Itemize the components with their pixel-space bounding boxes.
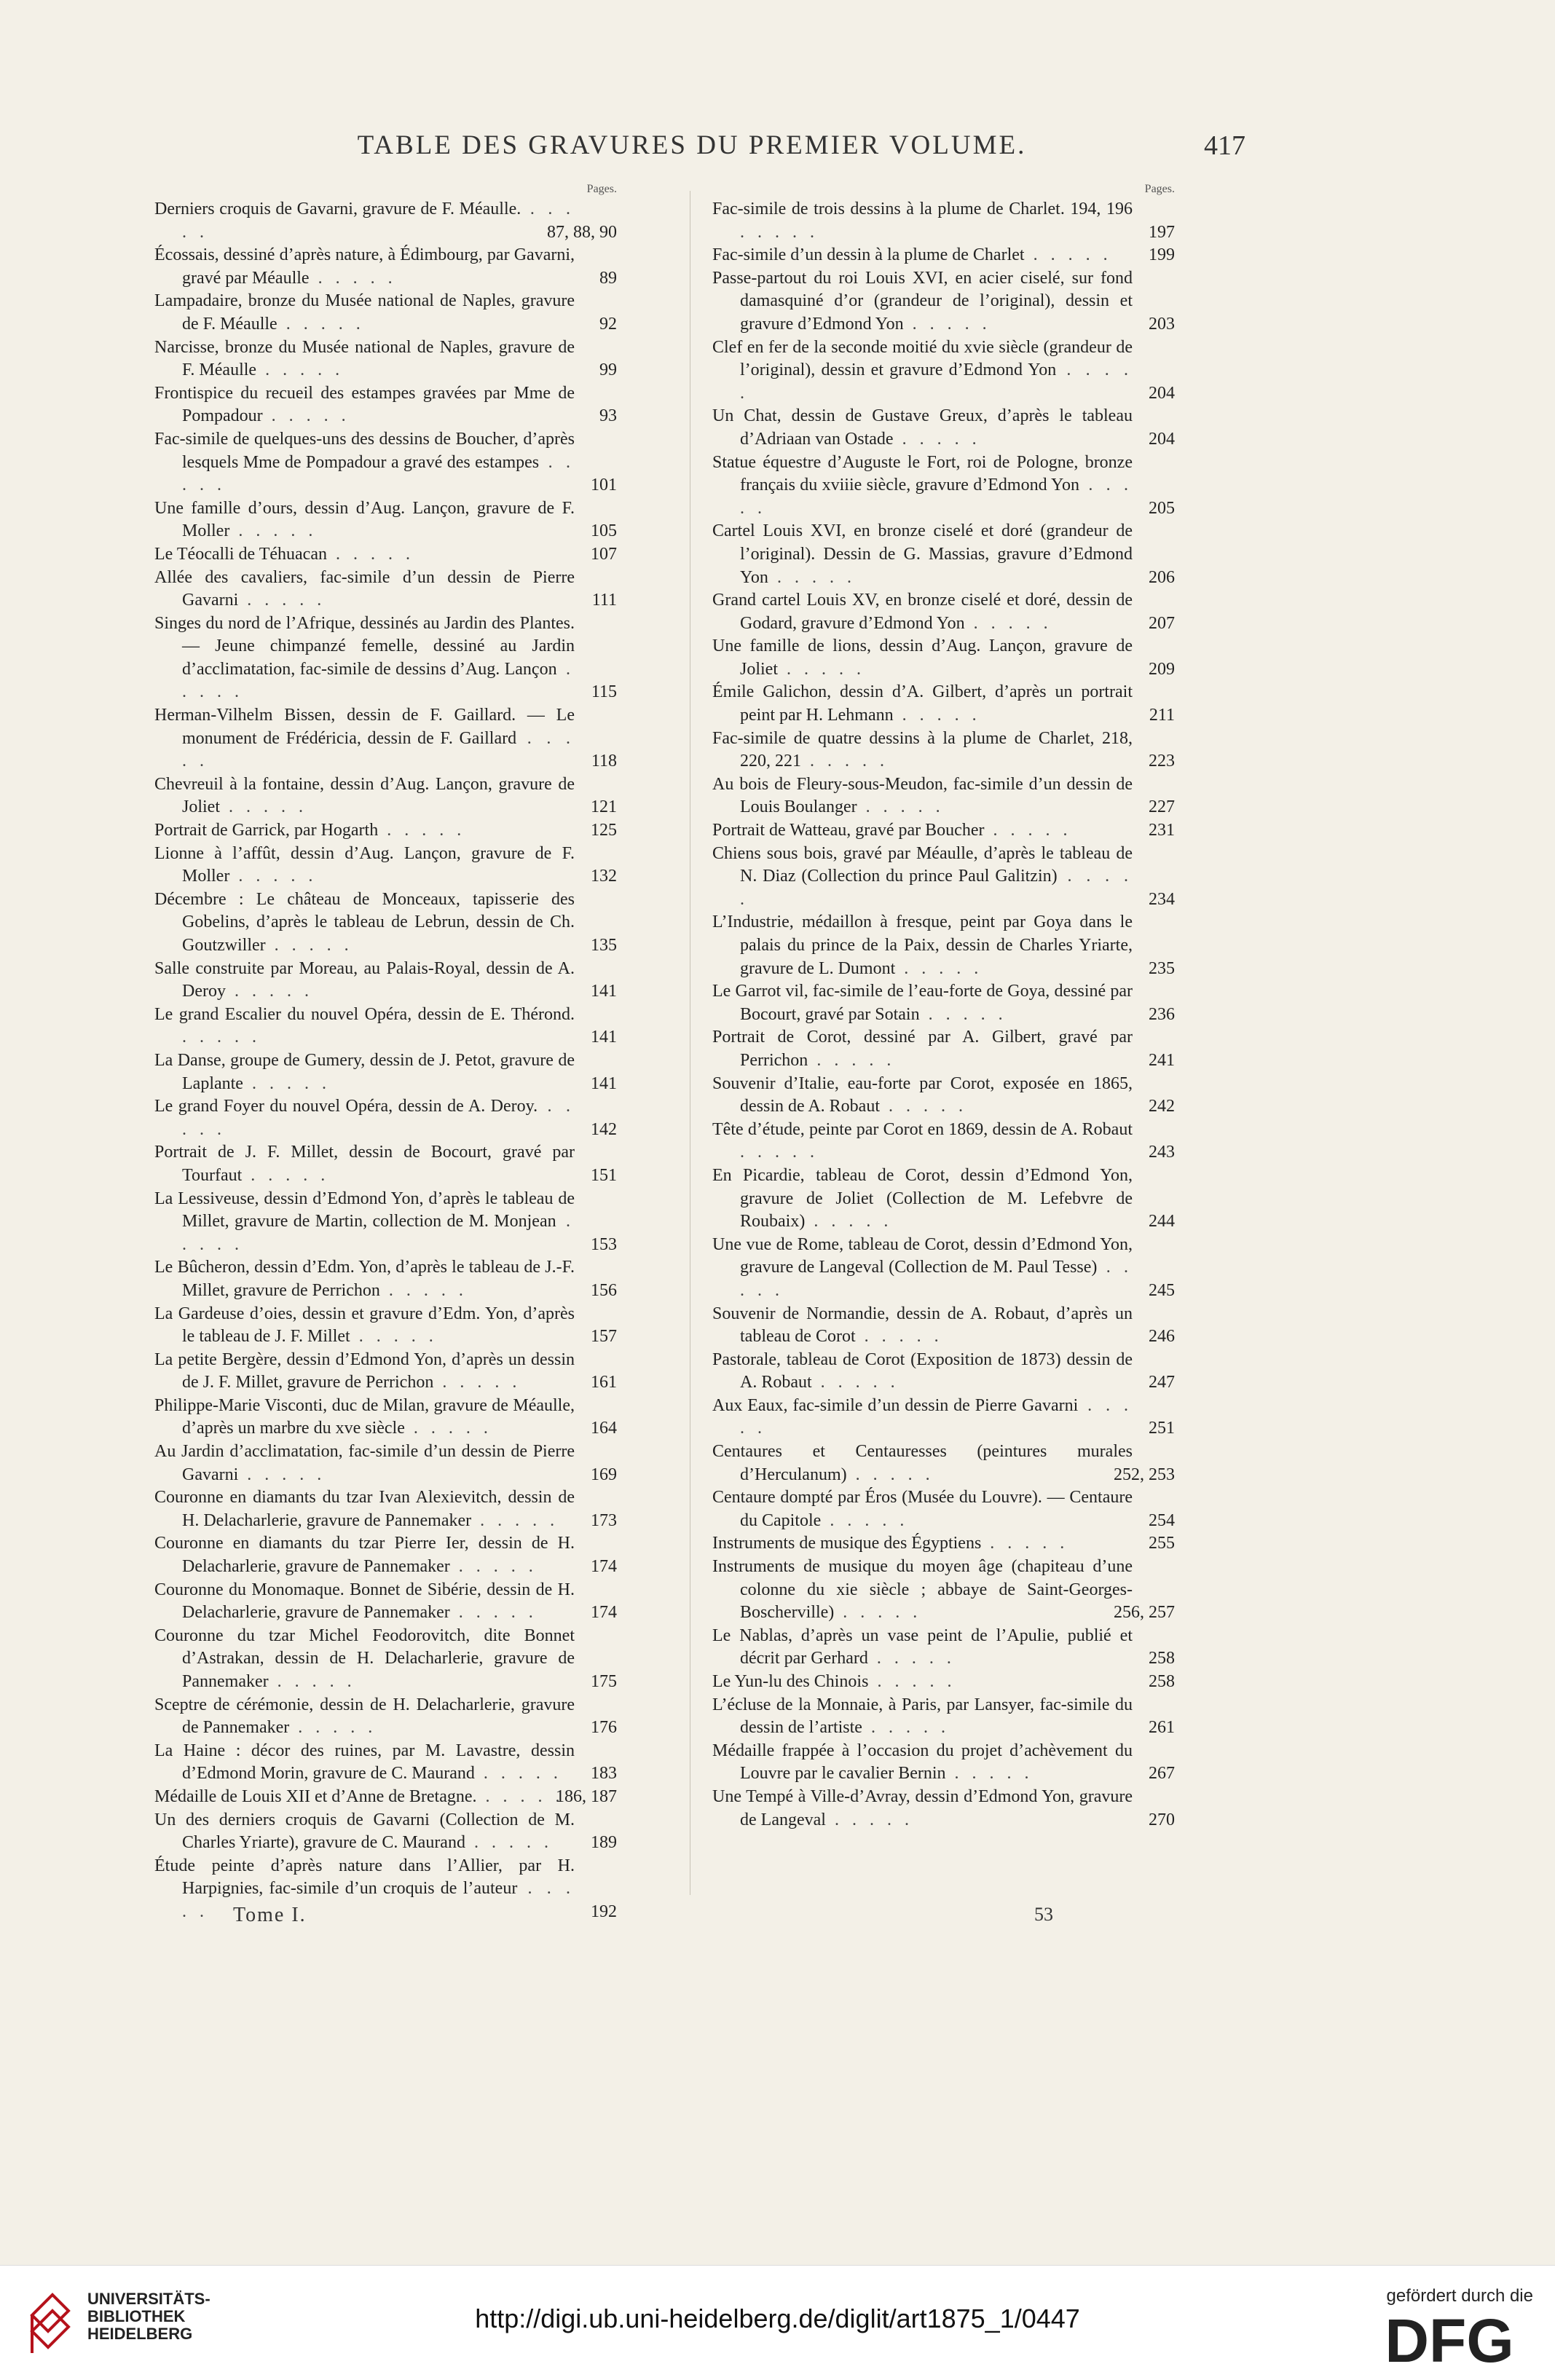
entry-title: Portrait de Garrick, par Hogarth (154, 821, 379, 840)
entry-page: 205 (1149, 498, 1175, 518)
toc-entry (154, 704, 617, 773)
toc-entry (154, 1809, 617, 1855)
toc-entry (712, 452, 1175, 521)
entry-page: 99 (599, 360, 617, 380)
toc-entry (154, 1141, 617, 1187)
leader-dots: . . . . . (350, 1327, 438, 1347)
entry-page: 175 (591, 1672, 617, 1691)
leader-dots: . . . . . (895, 958, 983, 978)
entry-title: Fac-simile de trois dessins à la plume de Charlet. 194, 196 (712, 200, 1133, 218)
entry-page: 209 (1149, 659, 1175, 679)
entry-page: 101 (591, 476, 617, 495)
entry-title: Une Tempé à Ville-d’Avray, dessin d’Edmond Yon, gravure de Langeval (712, 1786, 1133, 1829)
toc-entry (712, 980, 1175, 1026)
toc-entry (712, 635, 1175, 681)
entry-title: Médaille de Louis XII et d’Anne de Bretagne. (154, 1786, 477, 1806)
entry-title: Sceptre de cérémonie, dessin de H. Delacharlerie, gravure de Pannemaker (154, 1695, 575, 1738)
entry-title: Lampadaire, bronze du Musée national de Naples, gravure de F. Méaulle (154, 291, 575, 334)
entry-page: 176 (591, 1718, 617, 1738)
toc-entry (712, 1073, 1175, 1119)
entry-title: L’écluse de la Monnaie, à Paris, par Lansyer, fac-simile du dessin de l’artiste (712, 1695, 1133, 1738)
leader-dots: . . . . . (867, 1649, 956, 1668)
toc-entry (712, 1740, 1175, 1786)
entry-page: 267 (1149, 1764, 1175, 1784)
entry-page: 247 (1149, 1373, 1175, 1392)
toc-entry (712, 1395, 1175, 1441)
toc-entry (712, 244, 1175, 267)
leader-dots: . . . . . (243, 1073, 331, 1093)
toc-entry (154, 1740, 617, 1786)
entry-page: 141 (591, 1028, 617, 1047)
toc-entry (712, 1441, 1175, 1486)
toc-entry (712, 1234, 1175, 1303)
leader-dots: . . . . . (880, 1097, 967, 1116)
entry-title: La Haine : décor des ruines, par M. Lavastre, dessin d’Edmond Morin, gravure de C. Maurand (154, 1741, 575, 1784)
entry-page: 243 (1149, 1143, 1175, 1162)
entry-page: 270 (1149, 1810, 1175, 1829)
entry-page: 244 (1149, 1212, 1175, 1232)
entry-page: 174 (591, 1603, 617, 1623)
signature-mark: 53 (1034, 1904, 1053, 1925)
toc-entry (154, 1486, 617, 1532)
leader-dots: . . . . . (238, 1465, 326, 1484)
entry-page: 135 (591, 936, 617, 955)
entry-page: 204 (1149, 383, 1175, 403)
leader-dots: . . . . . (182, 1879, 575, 1921)
toc-entry (712, 1786, 1175, 1832)
toc-entry (712, 1532, 1175, 1556)
entry-title: Une vue de Rome, tableau de Corot, dessin d’Edmond Yon, gravure de Langeval (Collection de M. Paul Tesse) (712, 1234, 1133, 1277)
toc-entry (154, 1786, 617, 1809)
toc-entry (154, 1349, 617, 1395)
entry-title: Aux Eaux, fac-simile d’un dessin de Pierre Gavarni (712, 1395, 1079, 1415)
leader-dots: . . . . . (893, 706, 981, 725)
entry-title: Instruments de musique du moyen âge (chapiteau d’une colonne du xie siècle ; abbaye de Saint-Georges-Boscherville) (712, 1557, 1133, 1623)
toc-entry (154, 428, 617, 497)
leader-dots: . . . . . (238, 591, 326, 610)
leader-dots: . . . . . (378, 821, 466, 840)
entry-title: Décembre : Le château de Monceaux, tapisserie des Gobelins, d’après le tableau de Lebrun, dessin de Ch. Goutzwiller (154, 889, 575, 955)
toc-entry (712, 819, 1175, 843)
toc-entry (154, 198, 617, 244)
toc-entry (154, 543, 617, 567)
toc-entry (712, 405, 1175, 451)
entry-title: Grand cartel Louis XV, en bronze ciselé et doré, dessin de Godard, gravure d’Edmond Yon (712, 591, 1133, 633)
funded-by-label: gefördert durch die (1386, 2286, 1533, 2306)
entry-page: 174 (591, 1557, 617, 1577)
entry-page: 203 (1149, 314, 1175, 334)
toc-entry (712, 520, 1175, 589)
entry-title: Souvenir d’Italie, eau-forte par Corot, exposée en 1865, dessin de A. Robaut (712, 1073, 1133, 1116)
entry-page: 92 (599, 314, 617, 334)
toc-entry (712, 1486, 1175, 1532)
toc-entry (712, 1694, 1175, 1740)
entry-page: 231 (1149, 821, 1175, 840)
leader-dots: . . . . . (740, 867, 1133, 909)
entry-page: 258 (1149, 1649, 1175, 1668)
toc-entry (154, 1532, 617, 1578)
toc-entry (712, 843, 1175, 912)
toc-entry (154, 1188, 617, 1257)
leader-dots: . . . . . (801, 752, 889, 771)
entry-page: 234 (1149, 889, 1175, 909)
entry-page: 256, 257 (1114, 1603, 1175, 1623)
leader-dots: . . . . . (919, 1004, 1007, 1024)
leader-dots: . . . . . (740, 476, 1133, 518)
entry-title: Couronne en diamants du tzar Ivan Alexievitch, dessin de H. Delacharlerie, gravure de Pannemaker (154, 1488, 575, 1530)
entry-title: Portrait de Corot, dessiné par A. Gilbert, gravé par Perrichon (712, 1028, 1133, 1070)
entry-page: 156 (591, 1280, 617, 1300)
leader-dots: . . . . . (834, 1603, 922, 1623)
entry-page: 121 (591, 797, 617, 817)
toc-entry (712, 589, 1175, 635)
leader-dots: . . . . . (229, 867, 318, 886)
toc-entry (154, 336, 617, 382)
entry-title: La Danse, groupe de Gumery, dessin de J. Petot, gravure de Laplante (154, 1050, 575, 1093)
institution-line: UNIVERSITÄTS- (87, 2290, 210, 2308)
entry-title: Une famille d’ours, dessin d’Aug. Lançon, gravure de F. Moller (154, 498, 575, 541)
entry-title: Le Téocalli de Téhuacan (154, 544, 327, 564)
toc-entry (154, 773, 617, 819)
toc-entry (154, 1855, 617, 1924)
entry-page: 115 (591, 682, 617, 702)
entry-page: 241 (1149, 1050, 1175, 1070)
entry-title: Médaille frappée à l’occasion du projet d’achèvement du Louvre par le cavalier Bernin (712, 1741, 1133, 1784)
entry-list (154, 198, 617, 1924)
entry-title: Fac-simile d’un dessin à la plume de Charlet (712, 245, 1025, 265)
entry-page: 89 (599, 268, 617, 288)
toc-entry (154, 567, 617, 612)
entry-title: Fac-simile de quatre dessins à la plume de Charlet, 218, 220, 221 (712, 728, 1133, 771)
entry-page: 255 (1149, 1534, 1175, 1553)
entry-title: Le Nablas, d’après un vase peint de l’Apulie, publié et décrit par Gerhard (712, 1626, 1133, 1668)
entry-title: Lionne à l’affût, dessin d’Aug. Lançon, gravure de F. Moller (154, 843, 575, 886)
entry-title: Un des derniers croquis de Gavarni (Collection de M. Charles Yriarte), gravure de C. Maurand (154, 1810, 575, 1853)
entry-page: 254 (1149, 1510, 1175, 1530)
leader-dots: . . . . . (182, 728, 575, 771)
entry-title: Portrait de J. F. Millet, dessin de Bocourt, gravé par Tourfaut (154, 1143, 575, 1185)
entry-title: Chevreuil à la fontaine, dessin d’Aug. Lançon, gravure de Joliet (154, 774, 575, 817)
toc-entry (154, 819, 617, 843)
leader-dots: . . . . . (740, 1258, 1133, 1300)
leader-dots: . . . . . (404, 1419, 492, 1438)
leader-dots: . . . . . (1024, 245, 1112, 265)
leader-dots: . . . . . (229, 521, 318, 541)
entry-title: Passe-partout du roi Louis XVI, en acier ciselé, sur fond damasquiné d’or (grandeur de l’original), dessin et gravure d’Edmond Yon (712, 268, 1133, 334)
entry-title: Le Bûcheron, dessin d’Edm. Yon, d’après le tableau de J.-F. Millet, gravure de Perrichon (154, 1258, 575, 1300)
entry-page: 186, 187 (556, 1786, 617, 1806)
entry-title: Au bois de Fleury-sous-Meudon, fac-simile d’un dessin de Louis Boulanger (712, 774, 1133, 817)
leader-dots: . . . . . (825, 1810, 913, 1829)
entry-page: 252, 253 (1114, 1465, 1175, 1484)
entry-title: Couronne du tzar Michel Feodorovitch, dite Bonnet d’Astrakan, dessin de H. Delacharlerie, gravure de Pannemaker (154, 1626, 575, 1691)
entry-page: 105 (591, 521, 617, 541)
leader-dots: . . . . . (379, 1280, 468, 1300)
entry-page: 204 (1149, 429, 1175, 449)
toc-entry (712, 1671, 1175, 1694)
entry-list (712, 198, 1175, 1832)
entry-title: Écossais, dessiné d’après nature, à Édimbourg, par Gavarni, gravé par Méaulle (154, 245, 575, 288)
entry-page: 153 (591, 1234, 617, 1254)
entry-page: 141 (591, 1073, 617, 1093)
leader-dots: . . . . . (821, 1510, 909, 1530)
entry-page: 199 (1149, 245, 1175, 265)
toc-entry (154, 888, 617, 958)
toc-entry (712, 1349, 1175, 1395)
toc-entry (712, 1303, 1175, 1349)
leader-dots: . . . . . (262, 406, 350, 426)
toc-entry (154, 1395, 617, 1441)
leader-dots: . . . . . (855, 1327, 943, 1347)
toc-entry (712, 1625, 1175, 1671)
entry-title: Statue équestre d’Auguste le Fort, roi de Pologne, bronze français du xviiie siècle, gravure d’Edmond Yon (712, 452, 1133, 495)
leader-dots: . . . . . (945, 1764, 1034, 1784)
entry-title: Philippe-Marie Visconti, duc de Milan, gravure de Méaulle, d’après un marbre du xve siècle (154, 1395, 575, 1438)
leader-dots: . . . . . (182, 452, 575, 495)
leader-dots: . . . . . (476, 1786, 564, 1806)
leader-dots: . . . . . (740, 1143, 819, 1162)
entry-title: Un Chat, dessin de Gustave Greux, d’après le tableau d’Adriaan van Ostade (712, 406, 1133, 449)
leader-dots: . . . . . (964, 613, 1052, 633)
entry-page: 132 (591, 867, 617, 886)
entry-page: 93 (599, 406, 617, 426)
toc-entry (712, 728, 1175, 773)
dfg-logo-icon (1366, 2311, 1533, 2368)
entry-title: Le Garrot vil, fac-simile de l’eau-forte de Goya, dessiné par Bocourt, gravé par Sotain (712, 982, 1133, 1024)
entry-title: Allée des cavaliers, fac-simile d’un dessin de Pierre Gavarni (154, 567, 575, 610)
leader-dots: . . . . . (862, 1718, 950, 1738)
entry-page: 211 (1149, 706, 1175, 725)
entry-title: Au Jardin d’acclimatation, fac-simile d’un dessin de Pierre Gavarni (154, 1442, 575, 1484)
leader-dots: . . . . . (182, 1028, 261, 1047)
leader-dots: . . . . . (225, 982, 313, 1001)
entry-title: Frontispice du recueil des estampes gravées par Mme de Pompadour (154, 383, 575, 426)
leader-dots: . . . . . (740, 360, 1133, 403)
entry-page: 246 (1149, 1327, 1175, 1347)
toc-entry (154, 1095, 617, 1141)
toc-entry (712, 1556, 1175, 1625)
pages-label: Pages. (586, 183, 617, 195)
entry-title: Chiens sous bois, gravé par Méaulle, d’après le tableau de N. Diaz (Collection du prince Paul Galitzin) (712, 843, 1133, 886)
leader-dots: . . . . . (182, 200, 575, 242)
leader-dots: . . . . . (242, 1165, 330, 1185)
entry-title: L’Industrie, médaillon à fresque, peint par Goya dans le palais du prince de la Paix, dessin de Charles Yriarte, gravure de L. Dumont (712, 913, 1133, 978)
toc-entry (154, 1256, 617, 1302)
leader-dots: . . . . . (846, 1465, 934, 1484)
leader-dots: . . . . . (277, 314, 365, 334)
toc-entry (712, 336, 1175, 406)
toc-entry (712, 267, 1175, 336)
toc-entry (712, 773, 1175, 819)
toc-entry (154, 1694, 617, 1740)
entry-page: 197 (1149, 222, 1175, 242)
entry-page: 118 (591, 752, 617, 771)
leader-dots: . . . . . (740, 1395, 1133, 1438)
entry-title: Le grand Foyer du nouvel Opéra, dessin de A. Deroy. (154, 1097, 538, 1116)
leader-dots: . . . . . (805, 1212, 893, 1232)
entry-title: Couronne du Monomaque. Bonnet de Sibérie, dessin de H. Delacharlerie, gravure de Pannemaker (154, 1580, 575, 1623)
entry-page: 164 (591, 1419, 617, 1438)
leader-dots: . . . . . (433, 1373, 521, 1392)
entry-title: Instruments de musique des Égyptiens (712, 1534, 982, 1553)
entry-title: En Picardie, tableau de Corot, dessin d’Edmond Yon, gravure de Joliet (Collection de M. Lefebvre de Roubaix) (712, 1165, 1133, 1232)
entry-title: Centaures et Centauresses (peintures murales d’Herculanum) (712, 1442, 1133, 1484)
leader-dots: . . . . . (811, 1373, 899, 1392)
toc-entry (154, 843, 617, 888)
entry-title: Cartel Louis XVI, en bronze ciselé et doré (grandeur de l’original). Dessin de G. Massias, gravure d’Edmond Yon (712, 521, 1133, 587)
entry-title: Tête d’étude, peinte par Corot en 1869, dessin de A. Robaut (712, 1119, 1133, 1139)
entry-page: 258 (1149, 1672, 1175, 1691)
leader-dots: . . . . . (984, 821, 1072, 840)
leader-dots: . . . . . (265, 936, 353, 955)
leader-dots: . . . . . (768, 567, 856, 587)
leader-dots: . . . . . (220, 797, 307, 817)
leader-dots: . . . . . (182, 1212, 575, 1254)
entry-page: 125 (591, 821, 617, 840)
leader-dots: . . . . . (256, 360, 345, 380)
entry-page: 151 (591, 1165, 617, 1185)
tome-label: Tome I. (233, 1904, 307, 1926)
toc-entry (712, 681, 1175, 727)
toc-entry (154, 1441, 617, 1486)
entry-page: 245 (1149, 1280, 1175, 1300)
running-head: TABLE DES GRAVURES DU PREMIER VOLUME. (357, 130, 1027, 160)
toc-entry (154, 1625, 617, 1694)
entry-page: 157 (591, 1327, 617, 1347)
entry-title: La Gardeuse d’oies, dessin et gravure d’Edm. Yon, d’après le tableau de J. F. Millet (154, 1304, 575, 1347)
leader-dots: . . . . . (449, 1603, 538, 1623)
toc-entry (712, 1026, 1175, 1072)
toc-entry (154, 612, 617, 704)
entry-title: Singes du nord de l’Afrique, dessinés au Jardin des Plantes. — Jeune chimpanzé femelle, dessiné au Jardin d’acclimatation, fac-simile de dessins d’Aug. Lançon (154, 613, 575, 679)
left-column (154, 181, 617, 1924)
entry-title: Herman-Vilhelm Bissen, dessin de F. Gaillard. — Le monument de Frédéricia, dessin de F. Gaillard (154, 706, 575, 748)
entry-title: Pastorale, tableau de Corot (Exposition de 1873) dessin de A. Robaut (712, 1349, 1133, 1392)
entry-page: 87, 88, 90 (547, 222, 617, 242)
entry-page: 192 (591, 1902, 617, 1921)
entry-page: 227 (1149, 797, 1175, 817)
entry-title: Narcisse, bronze du Musée national de Naples, gravure de F. Méaulle (154, 337, 575, 380)
entry-title: Émile Galichon, dessin d’A. Gilbert, d’après un portrait peint par H. Lehmann (712, 682, 1133, 725)
entry-title: La Lessiveuse, dessin d’Edmond Yon, d’après le tableau de Millet, gravure de Martin, collection de M. Monjean (154, 1189, 575, 1232)
leader-dots: . . . . . (465, 1833, 553, 1853)
toc-entry (154, 1049, 617, 1095)
entry-page: 251 (1149, 1419, 1175, 1438)
entry-page: 169 (591, 1465, 617, 1484)
entry-title: Clef en fer de la seconde moitié du xvie siècle (grandeur de l’original), dessin et gravure d’Edmond Yon (712, 337, 1133, 380)
institution-line: BIBLIOTHEK (87, 2307, 186, 2325)
leader-dots: . . . . . (778, 659, 865, 679)
toc-entry (712, 1165, 1175, 1234)
toc-entry (154, 1579, 617, 1625)
entry-title: Le grand Escalier du nouvel Opéra, dessin de E. Thérond. (154, 1004, 575, 1024)
leader-dots: . . . . . (289, 1718, 377, 1738)
leader-dots: . . . . . (182, 659, 575, 702)
leader-dots: . . . . . (474, 1764, 562, 1784)
toc-entry (154, 290, 617, 336)
leader-dots: . . . . . (893, 429, 981, 449)
entry-page: 173 (591, 1510, 617, 1530)
leader-dots: . . . . . (740, 222, 819, 242)
entry-title: Portrait de Watteau, gravé par Boucher (712, 821, 985, 840)
entry-page: 183 (591, 1764, 617, 1784)
page-number: 417 (1204, 130, 1245, 161)
entry-title: Une famille de lions, dessin d’Aug. Lançon, gravure de Joliet (712, 637, 1133, 679)
entry-title: Salle construite par Moreau, au Palais-Royal, dessin de A. Deroy (154, 958, 575, 1001)
toc-entry (712, 1119, 1175, 1165)
toc-entry (154, 1303, 617, 1349)
entry-page: 161 (591, 1373, 617, 1392)
entry-page: 242 (1149, 1097, 1175, 1116)
permalink-url[interactable]: http://digi.ub.uni-heidelberg.de/diglit/art1875_1/0447 (475, 2304, 1080, 2333)
entry-title: Derniers croquis de Gavarni, gravure de F. Méaulle. (154, 200, 521, 218)
entry-page: 207 (1149, 613, 1175, 633)
leader-dots: . . . . . (857, 797, 945, 817)
toc-entry (154, 958, 617, 1004)
entry-title: Centaure dompté par Éros (Musée du Louvre). — Centaure du Capitole (712, 1488, 1133, 1530)
leader-dots: . . . . . (903, 314, 991, 334)
pages-label: Pages. (1144, 183, 1175, 195)
toc-entry (712, 911, 1175, 980)
entry-page: 189 (591, 1833, 617, 1853)
leader-dots: . . . . . (981, 1534, 1069, 1553)
entry-page: 261 (1149, 1718, 1175, 1738)
leader-dots: . . . . . (327, 544, 414, 564)
leader-dots: . . . . . (268, 1672, 356, 1691)
leader-dots: . . . . . (182, 1097, 575, 1139)
toc-entry (154, 382, 617, 428)
dfg-logo-text: DFG (1385, 2311, 1514, 2368)
toc-entry (712, 198, 1175, 244)
entry-page: 206 (1149, 567, 1175, 587)
entry-page: 235 (1149, 958, 1175, 978)
leader-dots: . . . . . (309, 268, 397, 288)
leader-dots: . . . . . (471, 1510, 559, 1530)
leader-dots: . . . . . (449, 1557, 538, 1577)
institution-line: HEIDELBERG (87, 2325, 193, 2343)
entry-page: 236 (1149, 1004, 1175, 1024)
entry-title: Le Yun-lu des Chinois (712, 1672, 869, 1691)
entry-page: 141 (591, 982, 617, 1001)
toc-entry (154, 1004, 617, 1049)
entry-page: 107 (591, 544, 617, 564)
leader-dots: . . . . . (808, 1050, 896, 1070)
entry-page: 223 (1149, 752, 1175, 771)
entry-title: Étude peinte d’après nature dans l’Allier, par H. Harpignies, fac-simile d’un croquis de l’auteur (154, 1856, 575, 1899)
library-banner (0, 2265, 1555, 2380)
entry-title: Souvenir de Normandie, dessin de A. Robaut, d’après un tableau de Corot (712, 1304, 1133, 1347)
entry-page: 111 (591, 591, 617, 610)
entry-title: Couronne en diamants du tzar Pierre Ier, dessin de H. Delacharlerie, gravure de Pannemaker (154, 1534, 575, 1577)
entry-title: Fac-simile de quelques-uns des dessins de Boucher, d’après lesquels Mme de Pompadour a gravé des estampes (154, 429, 575, 472)
toc-entry (154, 244, 617, 290)
entry-page: 142 (591, 1119, 617, 1139)
right-column (712, 181, 1175, 1832)
leader-dots: . . . . . (868, 1672, 956, 1691)
entry-title: La petite Bergère, dessin d’Edmond Yon, d’après un dessin de J. F. Millet, gravure de Perrichon (154, 1349, 575, 1392)
toc-entry (154, 497, 617, 543)
